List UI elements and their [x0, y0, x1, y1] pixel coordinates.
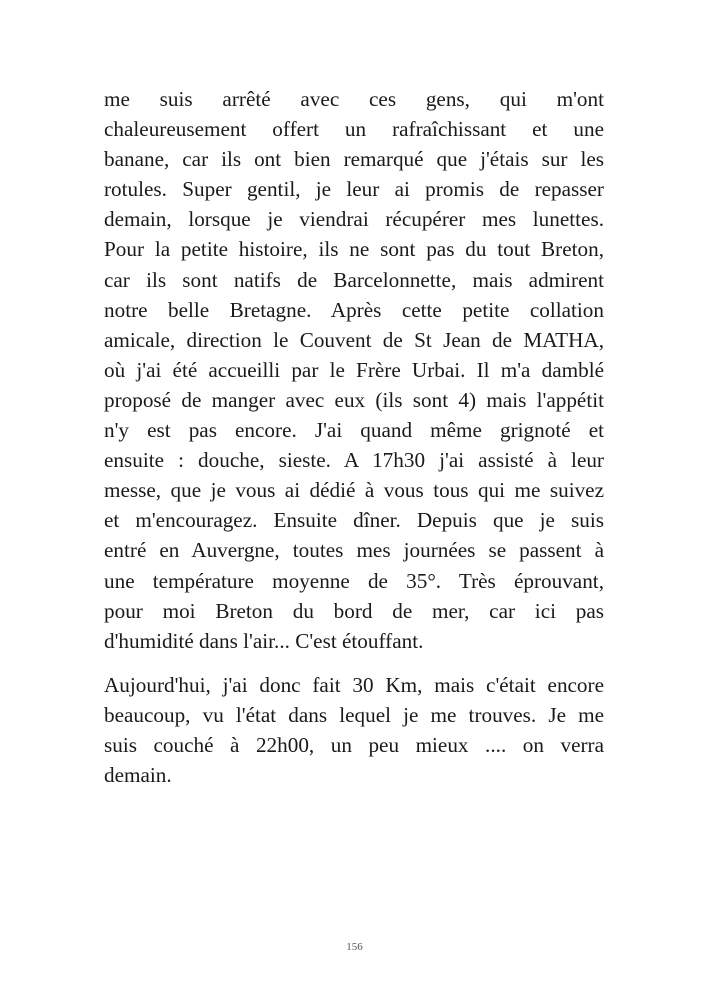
text-line: suis couché à 22h00, un peu mieux .... on verra — [104, 732, 604, 757]
text-line: amicale, direction le Couvent de St Jean de MATHA, — [104, 327, 604, 352]
text-line: pour moi Breton du bord de mer, car ici pas — [104, 598, 604, 623]
text-line: ensuite : douche, sieste. A 17h30 j'ai assisté à leur — [104, 448, 604, 473]
text-line: chaleureusement offert un rafraîchissant et une — [104, 117, 604, 142]
text-line: une température moyenne de 35°. Très éprouvant, — [104, 568, 604, 593]
text-line: demain, lorsque je viendrai récupérer mes lunettes. — [104, 207, 604, 232]
text-line: rotules. Super gentil, je leur ai promis de repasser — [104, 177, 604, 202]
text-line: entré en Auvergne, toutes mes journées se passent à — [104, 538, 604, 563]
text-line: demain. — [104, 763, 172, 788]
text-line: beaucoup, vu l'état dans lequel je me trouves. Je me — [104, 702, 604, 727]
text-line: et m'encouragez. Ensuite dîner. Depuis que je suis — [104, 508, 604, 533]
text-line: messe, que je vous ai dédié à vous tous qui me suivez — [104, 478, 604, 503]
page-number: 156 — [346, 941, 363, 953]
text-line: me suis arrêté avec ces gens, qui m'ont — [104, 87, 604, 111]
text-line: banane, car ils ont bien remarqué que j'étais sur les — [104, 147, 604, 172]
text-line: Aujourd'hui, j'ai donc fait 30 Km, mais c'était encore — [104, 672, 604, 697]
text-line: Pour la petite histoire, ils ne sont pas du tout Breton, — [104, 237, 604, 262]
text-line: car ils sont natifs de Barcelonnette, mais admirent — [104, 267, 604, 292]
text-line: d'humidité dans l'air... C'est étouffant. — [104, 628, 424, 653]
paragraph-2 — [104, 670, 604, 790]
body-text — [104, 84, 604, 790]
text-line: proposé de manger avec eux (ils sont 4) mais l'appétit — [104, 387, 604, 412]
paragraph-1 — [104, 84, 604, 656]
text-line: où j'ai été accueilli par le Frère Urbai. Il m'a damblé — [104, 357, 604, 382]
text-line: notre belle Bretagne. Après cette petite collation — [104, 297, 604, 322]
text-line: n'y est pas encore. J'ai quand même grignoté et — [104, 418, 604, 443]
